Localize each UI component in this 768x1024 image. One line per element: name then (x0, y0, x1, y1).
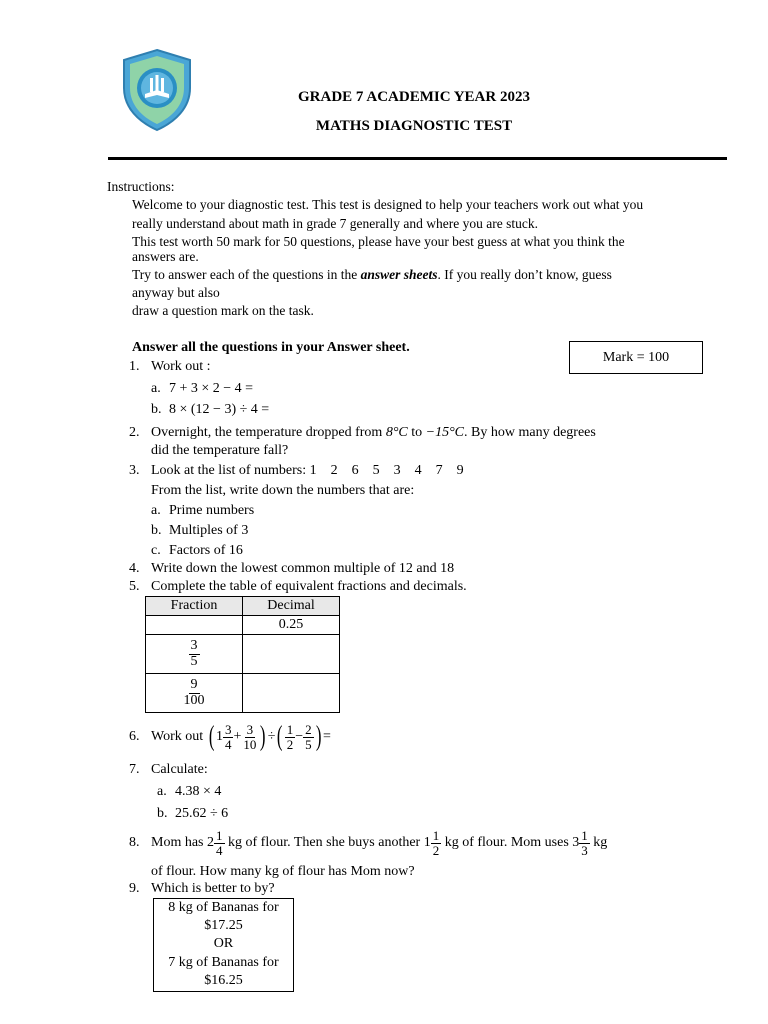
close-paren: ) (260, 721, 266, 752)
table-row (146, 674, 340, 713)
offer-price: $17.25 (204, 918, 243, 934)
fraction-denominator: 4 (224, 736, 232, 752)
fraction-denominator: 5 (305, 736, 312, 752)
sub-label: c. (151, 543, 161, 558)
question-number: 7. (129, 762, 140, 777)
question-3c (151, 543, 243, 559)
fraction-numerator: 3 (190, 637, 198, 653)
instructions-line (132, 267, 612, 283)
fraction-numerator: 3 (224, 721, 232, 737)
whole-number: 1 (423, 835, 431, 850)
fraction-numerator: 1 (432, 827, 440, 843)
question-text: . By how many degrees (464, 425, 596, 440)
question-1b (151, 402, 269, 418)
whole-number: 3 (572, 835, 580, 850)
question-number: 3. (129, 463, 140, 478)
question-number: 9. (129, 881, 140, 896)
sub-label: b. (157, 806, 168, 821)
table-cell-decimal[interactable] (243, 635, 340, 674)
question-3-cont: From the list, write down the numbers that are: (151, 483, 415, 498)
fraction-numerator: 1 (581, 827, 588, 843)
question-3 (129, 463, 464, 479)
question-3a (151, 503, 254, 519)
question-number: 5. (129, 579, 140, 594)
question-9 (129, 881, 275, 897)
close-paren: ) (315, 721, 322, 752)
banana-offer-box (153, 898, 294, 992)
sub-label: a. (151, 503, 161, 518)
question-8 (129, 824, 607, 862)
fraction-denominator: 2 (432, 842, 440, 858)
question-text: kg of flour. Then she buys another (224, 835, 424, 850)
table-header-decimal: Decimal (243, 597, 340, 616)
offer-price: $16.25 (204, 972, 243, 988)
table-cell-decimal[interactable] (243, 674, 340, 713)
expression: 8 × (12 − 3) ÷ 4 = (169, 402, 270, 417)
question-text: kg of flour. Mom uses (441, 835, 573, 850)
test-title-line1: GRADE 7 ACADEMIC YEAR 2023 (298, 89, 530, 105)
question-7b (157, 806, 228, 822)
fraction-numerator: 1 (286, 721, 294, 737)
question-4 (129, 561, 454, 577)
fraction-denominator: 4 (216, 842, 223, 858)
sub-label: a. (151, 381, 161, 396)
instructions-line: really understand about math in grade 7 generally and where you are stuck. (132, 216, 538, 231)
question-text: Overnight, the temperature dropped from (151, 425, 386, 440)
question-text: Work out : (151, 359, 211, 374)
sub-text: Multiples of 3 (169, 523, 249, 538)
question-number: 6. (129, 729, 140, 744)
question-number: 4. (129, 561, 140, 576)
question-text: Mom has (151, 835, 207, 850)
open-paren: ( (277, 721, 283, 752)
question-7a (157, 784, 221, 800)
question-6 (129, 716, 331, 758)
fraction-denominator: 2 (286, 736, 294, 752)
answer-sheets-emphasis: answer sheets (360, 267, 438, 282)
fraction-denominator: 3 (581, 842, 588, 858)
fraction-numerator: 2 (305, 721, 312, 737)
temperature-end: −15°C (425, 425, 465, 440)
question-3b (151, 523, 248, 539)
temperature-start: 8°C (385, 425, 408, 440)
instructions-text: Try to answer each of the questions in the (132, 267, 361, 282)
operator: = (322, 729, 331, 744)
fraction-numerator: 3 (246, 721, 254, 737)
open-paren: ( (208, 721, 215, 752)
question-2-cont: did the temperature fall? (151, 443, 289, 458)
instructions-line: anyway but also (132, 285, 220, 300)
table-cell-decimal: 0.25 (243, 616, 340, 635)
fraction-numerator: 9 (190, 676, 198, 692)
question-7 (129, 762, 208, 778)
table-row (146, 635, 340, 674)
question-2 (129, 425, 596, 441)
fraction-denominator: 5 (190, 653, 198, 669)
offer-or: OR (213, 936, 234, 952)
question-1a (151, 381, 253, 397)
expression: 25.62 ÷ 6 (175, 806, 229, 821)
sub-label: a. (157, 784, 167, 799)
sub-text: Factors of 16 (169, 543, 243, 558)
instructions-line: Welcome to your diagnostic test. This test is designed to help your teachers work out what you (132, 197, 644, 212)
table-header-fraction: Fraction (146, 597, 243, 616)
question-1 (129, 359, 211, 375)
operator: + (233, 729, 242, 744)
instructions-text: . If you really don’t know, guess (437, 267, 612, 282)
instructions-line: answers are. (132, 249, 199, 264)
fraction-decimal-table (145, 596, 340, 713)
header-divider (108, 157, 727, 160)
question-text: to (407, 425, 426, 440)
expression: 7 + 3 × 2 − 4 = (169, 381, 254, 396)
fraction-numerator: 1 (216, 827, 223, 843)
sub-text: Prime numbers (169, 503, 255, 518)
question-number: 8. (129, 835, 140, 850)
expression: 4.38 × 4 (175, 784, 222, 799)
whole-number: 2 (207, 835, 214, 850)
offer-line: 8 kg of Bananas for (168, 900, 279, 915)
fraction-denominator: 100 (183, 692, 205, 708)
question-text: Work out (151, 729, 204, 744)
operator: ÷ (267, 729, 276, 744)
whole-number: 1 (215, 729, 223, 744)
instructions-heading: Instructions: (107, 179, 175, 194)
table-row (146, 616, 340, 635)
question-number: 1. (129, 359, 140, 374)
offer-line: 7 kg of Bananas for (168, 954, 279, 970)
question-number: 2. (129, 425, 140, 440)
table-cell-fraction[interactable] (146, 616, 243, 635)
mark-box: Mark = 100 (569, 341, 703, 374)
fraction-denominator: 10 (243, 736, 257, 752)
section-heading: Answer all the questions in your Answer sheet. (132, 340, 410, 355)
operator: − (295, 729, 304, 744)
question-text: Complete the table of equivalent fractions and decimals. (151, 579, 467, 594)
question-8-cont: of flour. How many kg of flour has Mom now? (151, 864, 415, 879)
test-title-line2: MATHS DIAGNOSTIC TEST (315, 118, 513, 134)
question-5 (129, 579, 467, 595)
question-text: kg (589, 835, 608, 850)
instructions-line: draw a question mark on the task. (132, 303, 314, 318)
question-text: Look at the list of numbers: 1 2 6 5 3 4 7 9 (151, 463, 464, 478)
instructions-line: This test worth 50 mark for 50 questions, please have your best guess at what you think the (132, 234, 625, 249)
table-cell-fraction (146, 635, 243, 674)
question-text: Which is better to by? (151, 881, 275, 896)
sub-label: b. (151, 402, 162, 417)
question-text: Calculate: (151, 762, 208, 777)
question-text: Write down the lowest common multiple of 12 and 18 (151, 561, 455, 576)
sub-label: b. (151, 523, 162, 538)
table-cell-fraction (146, 674, 243, 713)
